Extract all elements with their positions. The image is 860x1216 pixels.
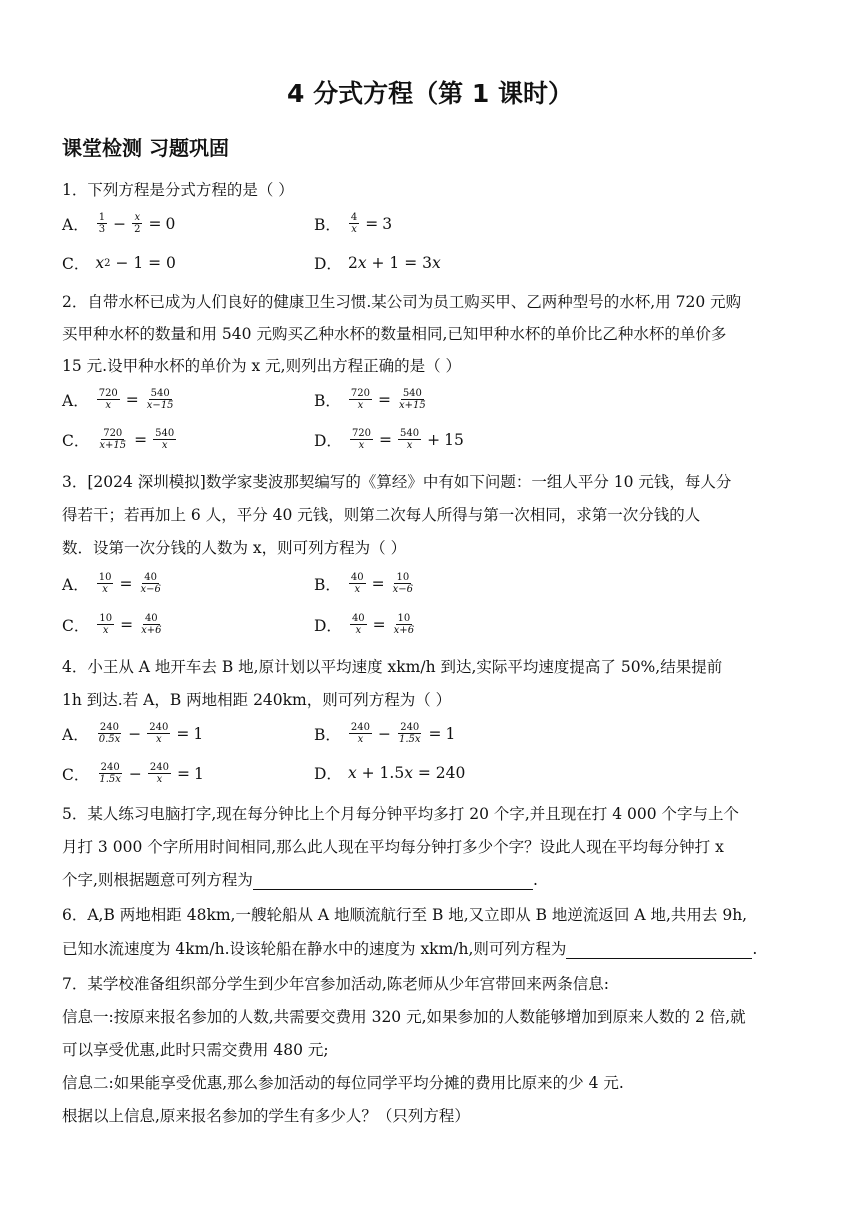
equation: $\frac{40}{x}$ = $\frac{10}{x+6}$ bbox=[351, 613, 415, 636]
option-label: D． bbox=[314, 616, 342, 635]
equation: $\frac{40}{x}$ = $\frac{10}{x-6}$ bbox=[350, 572, 414, 595]
q4-option-c[interactable] bbox=[62, 762, 204, 785]
q2-line-2: 买甲种水杯的数量和用 540 元购买乙种水杯的数量相同,已知甲种水杯的单价比乙种水杯的单价多 bbox=[62, 325, 727, 343]
option-label: B． bbox=[314, 725, 341, 744]
q5-answer-blank[interactable] bbox=[253, 873, 533, 890]
q1-option-c[interactable] bbox=[62, 252, 176, 274]
option-label: A． bbox=[62, 215, 89, 234]
option-label: A． bbox=[62, 575, 89, 594]
option-label: C． bbox=[62, 616, 90, 635]
option-label: D． bbox=[314, 255, 342, 273]
equation: x 2 − 1 = 0 bbox=[95, 254, 176, 272]
equation: $\frac{10}{x}$ = $\frac{40}{x+6}$ bbox=[99, 613, 162, 636]
option-label: B． bbox=[314, 215, 341, 234]
section-heading: 课堂检测 习题巩固 bbox=[62, 136, 229, 160]
q5-line-2: 月打 3 000 个字所用时间相同,那么此人现在平均每分钟打多少个字？设此人现在平均每分钟打 x bbox=[62, 838, 724, 856]
equation: $\frac{4}{x}$ = 3 bbox=[350, 212, 393, 235]
q2-option-d[interactable] bbox=[314, 428, 464, 451]
q3-line-3: 数．设第一次分钱的人数为 x，则可列方程为（ ） bbox=[62, 539, 407, 557]
q4-line-1: 4．小王从 A 地开车去 B 地,原计划以平均速度 xkm/h 到达,实际平均速度提高了 50%,结果提前 bbox=[62, 658, 723, 676]
q7-line-3: 可以享受优惠,此时只需交费用 480 元; bbox=[62, 1041, 329, 1059]
q2-line-3: 15 元.设甲种水杯的单价为 x 元,则列出方程正确的是（ ） bbox=[62, 357, 462, 375]
q2-option-a[interactable] bbox=[62, 388, 178, 411]
q1-option-a[interactable] bbox=[62, 212, 175, 235]
period: . bbox=[532, 871, 538, 889]
q3-option-d[interactable] bbox=[314, 613, 418, 636]
period: . bbox=[752, 940, 758, 958]
equation: x + 1.5 x = 240 bbox=[347, 764, 466, 782]
q5-line-3 bbox=[62, 868, 538, 890]
q4-option-d[interactable] bbox=[314, 762, 465, 784]
option-label: A． bbox=[62, 725, 89, 744]
q6-line-2 bbox=[62, 937, 757, 959]
page-title: 4 分式方程（第 1 课时） bbox=[287, 79, 573, 108]
q2-option-c[interactable] bbox=[62, 428, 178, 451]
option-label: C． bbox=[62, 765, 90, 784]
q4-option-b[interactable] bbox=[314, 722, 455, 745]
equation: $\frac{720}{x}$ = $\frac{540}{x}$ + 15 bbox=[351, 428, 464, 451]
option-label: B． bbox=[314, 575, 341, 594]
q6-line-1: 6．A,B 两地相距 48km,一艘轮船从 A 地顺流航行至 B 地,又立即从 B 地逆流返回 A 地,共用去 9h, bbox=[62, 906, 748, 924]
q2-option-b[interactable] bbox=[314, 388, 430, 411]
q3-option-a[interactable] bbox=[62, 572, 165, 595]
q3-option-b[interactable] bbox=[314, 572, 417, 595]
equation: $\frac{1}{3}$ − $\frac{x}{2}$ = 0 bbox=[98, 212, 176, 235]
equation: $\frac{240}{0.5x}$ − $\frac{240}{x}$ = 1 bbox=[98, 722, 204, 745]
q5-line-3-text: 个字,则根据题意可列方程为 bbox=[62, 871, 253, 889]
equation: $\frac{720}{x}$ = $\frac{540}{x+15}$ bbox=[350, 388, 426, 411]
q7-line-1: 7．某学校准备组织部分学生到少年宫参加活动,陈老师从少年宫带回来两条信息: bbox=[62, 975, 610, 993]
q3-line-1: 3．[2024 深圳模拟]数学家斐波那契编写的《算经》中有如下问题：一组人平分 10 元钱，每人分 bbox=[62, 473, 732, 491]
equation: $\frac{10}{x}$ = $\frac{40}{x-6}$ bbox=[98, 572, 161, 595]
q1-stem: 1．下列方程是分式方程的是（ ） bbox=[62, 181, 294, 199]
option-label: C． bbox=[62, 431, 90, 450]
q6-line-2-text: 已知水流速度为 4km/h.设该轮船在静水中的速度为 xkm/h,则可列方程为 bbox=[62, 940, 567, 958]
equation: $\frac{240}{x}$ − $\frac{240}{1.5x}$ = 1 bbox=[350, 722, 456, 745]
option-label: C． bbox=[62, 255, 90, 273]
q4-option-a[interactable] bbox=[62, 722, 203, 745]
option-label: D． bbox=[314, 765, 342, 783]
equation: $\frac{720}{x}$ = $\frac{540}{x-15}$ bbox=[98, 388, 174, 411]
q4-line-2: 1h 到达.若 A，B 两地相距 240km，则可列方程为（ ） bbox=[62, 691, 452, 709]
q6-answer-blank[interactable] bbox=[566, 942, 752, 959]
option-label: B． bbox=[314, 391, 341, 410]
q5-line-1: 5．某人练习电脑打字,现在每分钟比上个月每分钟平均多打 20 个字,并且现在打 4 000 个字与上个 bbox=[62, 805, 740, 823]
q1-option-d[interactable] bbox=[314, 252, 441, 274]
q2-line-1: 2．自带水杯已成为人们良好的健康卫生习惯.某公司为员工购买甲、乙两种型号的水杯,用 720 元购 bbox=[62, 293, 742, 311]
q3-line-2: 得若干；若再加上 6 人，平分 40 元钱，则第二次每人所得与第一次相同，求第一次分钱的人 bbox=[62, 506, 701, 524]
q1-option-b[interactable] bbox=[314, 212, 392, 235]
option-label: D． bbox=[314, 431, 342, 450]
equation: $\frac{720}{x+15}$ = $\frac{540}{x}$ bbox=[99, 428, 175, 451]
q3-option-c[interactable] bbox=[62, 613, 166, 636]
equation: $\frac{240}{1.5x}$ − $\frac{240}{x}$ = 1 bbox=[99, 762, 204, 785]
q7-line-5: 根据以上信息,原来报名参加的学生有多少人？（只列方程） bbox=[62, 1107, 470, 1125]
equation: 2 x + 1 = 3 x bbox=[347, 254, 441, 272]
q7-line-2: 信息一:按原来报名参加的人数,共需要交费用 320 元,如果参加的人数能够增加到原来人数的 2 倍,就 bbox=[62, 1008, 746, 1026]
q7-line-4: 信息二:如果能享受优惠,那么参加活动的每位同学平均分摊的费用比原来的少 4 元. bbox=[62, 1074, 624, 1092]
option-label: A． bbox=[62, 391, 89, 410]
